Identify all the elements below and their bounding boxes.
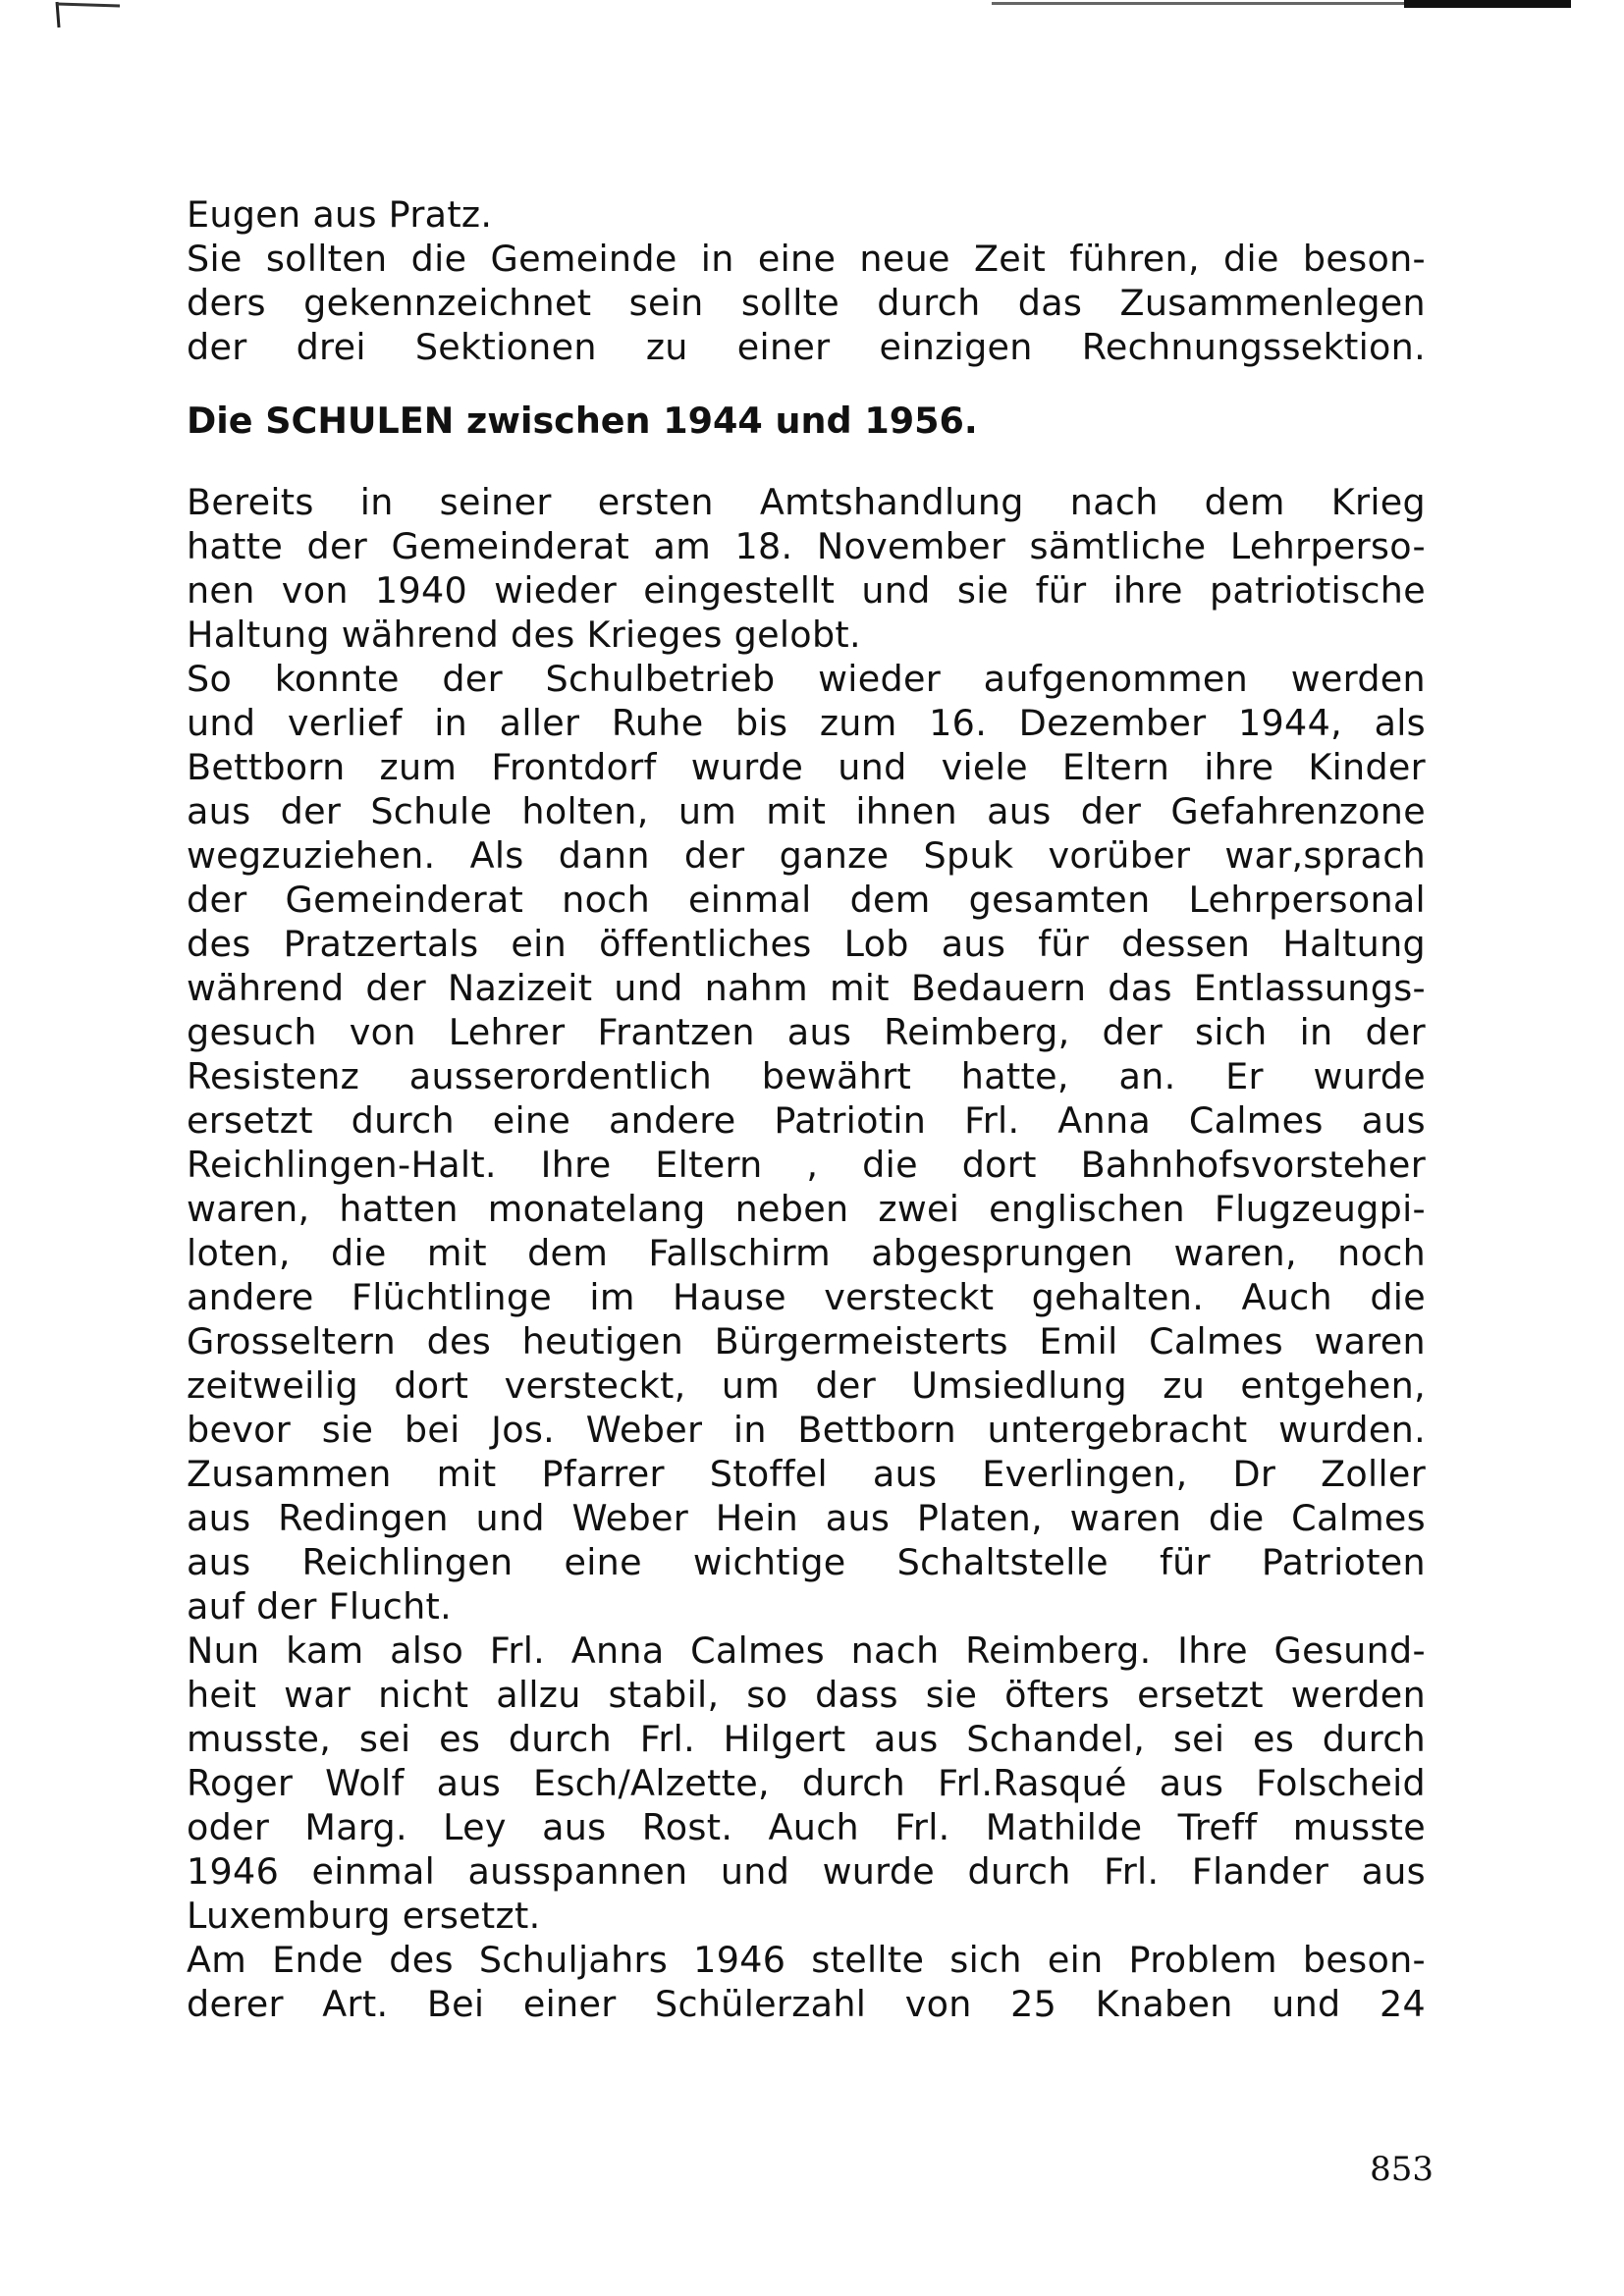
text-line: heit war nicht allzu stabil, so dass sie öfters ersetzt werden xyxy=(187,1674,1426,1716)
text-line: Am Ende des Schuljahrs 1946 stellte sich ein Problem beson- xyxy=(187,1939,1426,1981)
text-line: Luxemburg ersetzt. xyxy=(187,1895,541,1937)
text-line: ders gekennzeichnet sein sollte durch das Zusammenlegen xyxy=(187,282,1426,324)
text-line: So konnte der Schulbetrieb wieder aufgenommen werden xyxy=(187,658,1426,700)
text-line: Nun kam also Frl. Anna Calmes nach Reimberg. Ihre Gesund- xyxy=(187,1629,1426,1672)
text-line: Zusammen mit Pfarrer Stoffel aus Everlingen, Dr Zoller xyxy=(187,1453,1426,1495)
text-line: bevor sie bei Jos. Weber in Bettborn untergebracht wurden. xyxy=(187,1409,1426,1451)
text-line: Resistenz ausserordentlich bewährt hatte, an. Er wurde xyxy=(187,1055,1426,1097)
text-line: Sie sollten die Gemeinde in eine neue Zeit führen, die beson- xyxy=(187,238,1426,280)
text-line: Haltung während des Krieges gelobt. xyxy=(187,614,861,656)
scan-artifact-corner xyxy=(55,0,124,29)
text-line: musste, sei es durch Frl. Hilgert aus Schandel, sei es durch xyxy=(187,1718,1426,1760)
text-line: Bettborn zum Frontdorf wurde und viele Eltern ihre Kinder xyxy=(187,746,1426,788)
text-line: aus Reichlingen eine wichtige Schaltstelle für Patrioten xyxy=(187,1541,1426,1583)
text-line: derer Art. Bei einer Schülerzahl von 25 Knaben und 24 xyxy=(187,1983,1426,2025)
text-line: Grosseltern des heutigen Bürgermeisterts Emil Calmes waren xyxy=(187,1320,1426,1362)
text-line: Reichlingen-Halt. Ihre Eltern , die dort Bahnhofsvorsteher xyxy=(187,1144,1426,1186)
text-line: Roger Wolf aus Esch/Alzette, durch Frl.Rasqué aus Folscheid xyxy=(187,1762,1426,1804)
text-line: hatte der Gemeinderat am 18. November sämtliche Lehrperso- xyxy=(187,525,1426,567)
text-line: und verlief in aller Ruhe bis zum 16. Dezember 1944, als xyxy=(187,702,1426,744)
text-line: ersetzt durch eine andere Patriotin Frl. Anna Calmes aus xyxy=(187,1099,1426,1142)
text-line: der drei Sektionen zu einer einzigen Rechnungssektion. xyxy=(187,326,1426,368)
text-line: Bereits in seiner ersten Amtshandlung nach dem Krieg xyxy=(187,481,1426,523)
text-line: Eugen aus Pratz. xyxy=(187,193,493,236)
text-line: andere Flüchtlinge im Hause versteckt gehalten. Auch die xyxy=(187,1276,1426,1318)
page-number: 853 xyxy=(1370,2150,1434,2189)
text-line: nen von 1940 wieder eingestellt und sie für ihre patriotische xyxy=(187,569,1426,612)
text-line: 1946 einmal ausspannen und wurde durch Frl. Flander aus xyxy=(187,1850,1426,1893)
text-line: gesuch von Lehrer Frantzen aus Reimberg, der sich in der xyxy=(187,1011,1426,1053)
main-paragraph xyxy=(187,480,1426,2026)
text-line: zeitweilig dort versteckt, um der Umsiedlung zu entgehen, xyxy=(187,1364,1426,1407)
text-line: oder Marg. Ley aus Rost. Auch Frl. Mathilde Treff musste xyxy=(187,1806,1426,1848)
scan-artifact-edge xyxy=(992,0,1571,8)
text-line: wegzuziehen. Als dann der ganze Spuk vorüber war,sprach xyxy=(187,834,1426,877)
section-heading: Die SCHULEN zwischen 1944 und 1956. xyxy=(187,400,978,442)
body-text xyxy=(187,192,1426,2026)
intro-paragraph xyxy=(187,192,1426,369)
text-line: während der Nazizeit und nahm mit Bedauern das Entlassungs- xyxy=(187,967,1426,1009)
text-line: loten, die mit dem Fallschirm abgesprungen waren, noch xyxy=(187,1232,1426,1274)
text-line: der Gemeinderat noch einmal dem gesamten Lehrpersonal xyxy=(187,879,1426,921)
text-line: des Pratzertals ein öffentliches Lob aus für dessen Haltung xyxy=(187,923,1426,965)
text-line: waren, hatten monatelang neben zwei englischen Flugzeugpi- xyxy=(187,1188,1426,1230)
text-line: aus Redingen und Weber Hein aus Platen, waren die Calmes xyxy=(187,1497,1426,1539)
text-line: aus der Schule holten, um mit ihnen aus der Gefahrenzone xyxy=(187,790,1426,832)
text-line: auf der Flucht. xyxy=(187,1585,453,1628)
